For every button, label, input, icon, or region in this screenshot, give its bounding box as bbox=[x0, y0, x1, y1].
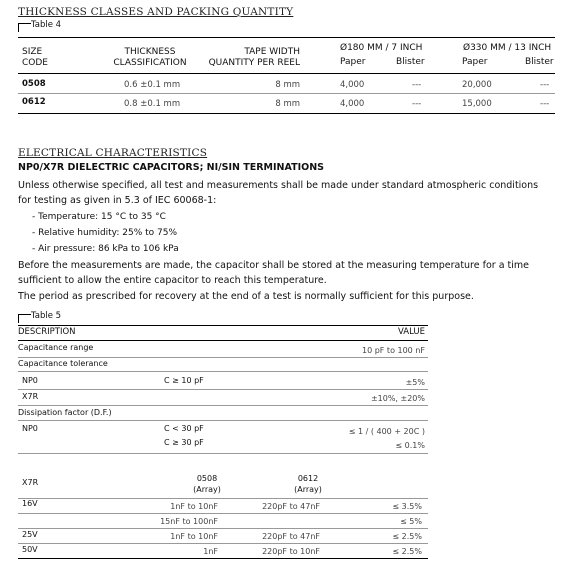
row-rule bbox=[18, 528, 428, 529]
col-0612-header bbox=[283, 473, 333, 495]
row-rule bbox=[18, 405, 428, 406]
table4-bottom-rule bbox=[18, 113, 555, 114]
col-0508-array: (Array) bbox=[193, 485, 221, 494]
header-tape-2: QUANTITY PER REEL bbox=[208, 58, 300, 68]
paragraph-1a: Unless otherwise specified, all test and measurements shall be made under standard atmospheric conditions bbox=[18, 180, 539, 191]
paragraph-2b: sufficient to allow the entire capacitor to reach this temperature. bbox=[18, 275, 327, 286]
header-tape-1: TAPE WIDTH bbox=[244, 47, 300, 57]
np0-condition: C ≥ 10 pF bbox=[164, 376, 204, 385]
df-label: Dissipation factor (D.F.) bbox=[18, 408, 112, 417]
cell-tape: 8 mm bbox=[275, 99, 300, 109]
table5-top-rule bbox=[18, 325, 428, 326]
header-paper-180: Paper bbox=[340, 57, 366, 67]
cell-code: 0508 bbox=[22, 79, 46, 89]
row-rule bbox=[18, 357, 428, 358]
table4-row-rule bbox=[18, 93, 555, 94]
header-thickness-1: THICKNESS bbox=[124, 47, 176, 57]
paragraph-3: The period as prescribed for recovery at the end of a test is normally sufficient for this purpose. bbox=[18, 291, 474, 302]
table4-caption bbox=[18, 20, 98, 34]
range-0508: 1nF bbox=[203, 547, 218, 556]
header-thickness bbox=[95, 47, 205, 69]
df-np0-label: NP0 bbox=[22, 424, 38, 433]
x7r-tolerance-value: ±10%, ±20% bbox=[370, 394, 425, 403]
header-value: VALUE bbox=[398, 327, 425, 337]
cell-blister-330: --- bbox=[540, 80, 550, 90]
cap-range-value: 10 pF to 100 nF bbox=[361, 346, 425, 355]
row-rule bbox=[18, 498, 428, 499]
voltage-label: 25V bbox=[22, 530, 38, 539]
header-blister-330: Blister bbox=[525, 57, 554, 67]
table5-header-rule bbox=[18, 340, 428, 341]
cell-blister-180: --- bbox=[412, 80, 422, 90]
col-0508-header bbox=[182, 473, 232, 495]
np0-label: NP0 bbox=[22, 376, 38, 385]
section-title-electrical: ELECTRICAL CHARACTERISTICS bbox=[18, 147, 208, 159]
row-rule bbox=[18, 371, 428, 372]
df-np0-value-1: ≤ 1 / ( 400 + 20C ) bbox=[348, 427, 425, 436]
voltage-label: 50V bbox=[22, 545, 38, 554]
cell-blister-180: --- bbox=[412, 99, 422, 109]
df-value: ≤ 5% bbox=[400, 517, 422, 526]
voltage-label: 16V bbox=[22, 499, 38, 508]
range-0612: 220pF to 47nF bbox=[262, 532, 320, 541]
cell-paper-330: 15,000 bbox=[462, 99, 492, 109]
header-description: DESCRIPTION bbox=[18, 327, 76, 337]
col-0612-array: (Array) bbox=[294, 485, 322, 494]
table5-caption bbox=[18, 311, 98, 325]
cap-range-label: Capacitance range bbox=[18, 343, 94, 352]
paragraph-2a: Before the measurements are made, the capacitor shall be stored at the measuring temperature for a time bbox=[18, 260, 530, 271]
range-0508: 1nF to 10nF bbox=[170, 502, 218, 511]
cell-paper-330: 20,000 bbox=[462, 80, 492, 90]
bullet-item: - Temperature: 15 °C to 35 °C bbox=[32, 212, 166, 222]
row-rule bbox=[18, 453, 428, 454]
table4-top-rule bbox=[18, 37, 555, 38]
range-0612: 220pF to 47nF bbox=[262, 502, 320, 511]
bullet-item: - Air pressure: 86 kPa to 106 kPa bbox=[32, 244, 179, 254]
df-np0-cond-1: C < 30 pF bbox=[164, 424, 204, 433]
range-0508: 15nF to 100nF bbox=[160, 517, 218, 526]
range-0508: 1nF to 10nF bbox=[170, 532, 218, 541]
header-blister-180: Blister bbox=[396, 57, 425, 67]
row-rule bbox=[18, 543, 428, 544]
table4-caption-text: Table 4 bbox=[31, 20, 62, 30]
np0-tolerance-value: ±5% bbox=[405, 378, 425, 387]
table-caption-hook bbox=[18, 23, 31, 32]
df-np0-value-2: ≤ 0.1% bbox=[395, 441, 425, 450]
range-0612: 220pF to 10nF bbox=[262, 547, 320, 556]
cell-blister-330: --- bbox=[540, 99, 550, 109]
col-0508-size: 0508 bbox=[196, 474, 218, 483]
header-size-code bbox=[22, 47, 48, 69]
bullet-item: - Relative humidity: 25% to 75% bbox=[32, 228, 178, 238]
df-value: ≤ 3.5% bbox=[392, 502, 422, 511]
row-rule bbox=[18, 513, 428, 514]
x7r-label: X7R bbox=[22, 392, 39, 401]
table5-bottom-rule bbox=[18, 558, 428, 559]
paragraph-1b: for testing as given in 5.3 of IEC 60068-1: bbox=[18, 195, 217, 206]
cell-paper-180: 4,000 bbox=[340, 99, 365, 109]
header-paper-330: Paper bbox=[462, 57, 488, 67]
table5-caption-text: Table 5 bbox=[31, 311, 62, 321]
cell-thickness: 0.8 ±0.1 mm bbox=[124, 99, 181, 109]
table-caption-hook bbox=[18, 314, 31, 323]
section-subtitle: NP0/X7R DIELECTRIC CAPACITORS; NI/SIN TERMINATIONS bbox=[18, 162, 324, 173]
row-rule bbox=[18, 420, 428, 421]
header-tape bbox=[195, 47, 300, 69]
df-value: ≤ 2.5% bbox=[392, 547, 422, 556]
table4-header-rule bbox=[18, 73, 555, 74]
cap-tol-label: Capacitance tolerance bbox=[18, 359, 108, 368]
cell-thickness: 0.6 ±0.1 mm bbox=[124, 80, 181, 90]
row-rule bbox=[18, 389, 428, 390]
section-title-thickness: THICKNESS CLASSES AND PACKING QUANTITY bbox=[18, 6, 294, 18]
df-x7r-label: X7R bbox=[22, 478, 39, 487]
df-value: ≤ 2.5% bbox=[392, 532, 422, 541]
col-0612-size: 0612 bbox=[297, 474, 319, 483]
df-np0-cond-2: C ≥ 30 pF bbox=[164, 438, 204, 447]
header-size: SIZE bbox=[22, 47, 43, 57]
header-reel-330: Ø330 MM / 13 INCH bbox=[463, 43, 552, 53]
header-reel-180: Ø180 MM / 7 INCH bbox=[340, 43, 423, 53]
cell-tape: 8 mm bbox=[275, 80, 300, 90]
header-thickness-2: CLASSIFICATION bbox=[113, 58, 187, 68]
cell-paper-180: 4,000 bbox=[340, 80, 365, 90]
header-code: CODE bbox=[22, 58, 48, 68]
cell-code: 0612 bbox=[22, 97, 46, 107]
